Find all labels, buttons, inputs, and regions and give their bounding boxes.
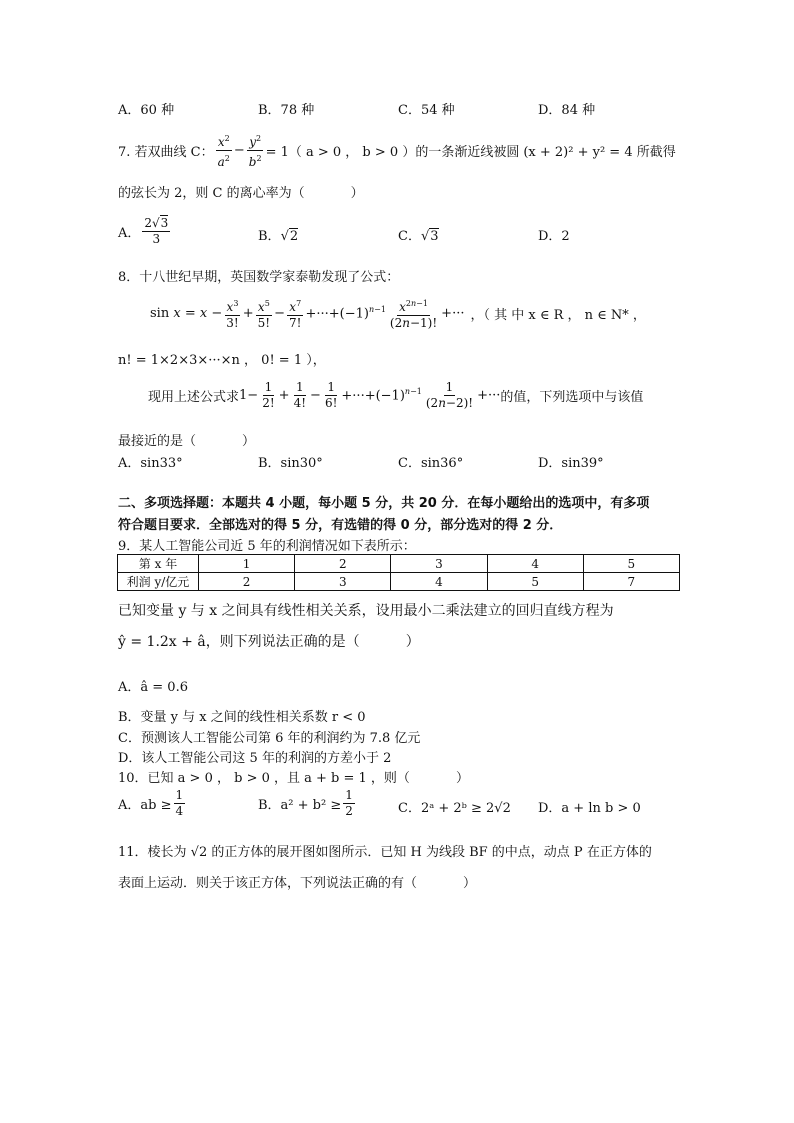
q7-prefix: 7. 若双曲线 C：: [118, 144, 214, 160]
q7-option-b: B．√2: [258, 229, 299, 244]
q9-intro: 9．某人工智能公司近 5 年的利润情况如下表所示：: [118, 539, 416, 554]
q7-line2: 的弦长为 2，则 C 的离心率为（ ）: [118, 186, 364, 201]
profit-table: [117, 554, 680, 591]
table-cell: 7: [583, 573, 679, 591]
q8-option-c: C．sin36°: [398, 456, 464, 471]
q9-line2: ŷ = 1.2x + â，则下列说法正确的是（ ）: [118, 634, 420, 650]
table-cell: 4: [391, 573, 487, 591]
section2-line2: 符合题目要求．全部选对的得 5 分，有选错的得 0 分，部分选对的得 2 分．: [118, 518, 563, 533]
q8-option-a: A．sin33°: [118, 456, 183, 471]
q8-intro: 8．十八世纪早期，英国数学家泰勒发现了公式：: [118, 270, 400, 285]
q7-stem: 7. 若双曲线 C： $\frac{x^2}{a^2}$ − $\frac{y^2}{b^2}$ = 1（ a > 0 ， b > 0 ）的一条渐近线被圆 (x + 2)² + y² = 4 所截得: [118, 130, 676, 170]
q7-option-d: D．2: [538, 229, 570, 244]
q6-option-c: C．54 种: [398, 103, 455, 118]
regression-equation: ŷ = 1.2x + â: [118, 634, 206, 650]
table-cell: 2: [295, 555, 391, 573]
table-cell: 利润 y/亿元: [118, 573, 199, 591]
q8-task: 现用上述公式求 1− $\frac{1}{2!}$ + $\frac{1}{4!}$ − $\frac{1}{6!}$ $+\cdot\cdot\cdot+(-1)^{n-1}$ $\frac{1}{(2n-2)!}$ +··· 的值，下列选项中与该值: [148, 379, 644, 410]
q9-option-b: B．变量 y 与 x 之间的线性相关系数 r < 0: [118, 710, 366, 725]
q7-option-c: C．√3: [398, 229, 439, 244]
q8-option-b: B．sin30°: [258, 456, 323, 471]
q7-circle: (x + 2)² + y² = 4 所截得: [523, 144, 676, 160]
q9-option-a: A．â = 0.6: [118, 680, 188, 695]
q11-line1: 11．棱长为 √2 的正方体的展开图如图所示．已知 H 为线段 BF 的中点，动点 P 在正方体的: [118, 845, 652, 860]
table-cell: 5: [487, 573, 583, 591]
q8-factorial: n! = 1×2×3×···×n ， 0! = 1 ），: [118, 353, 326, 368]
taylor-formula: sin x = x − $\frac{x^3}{3!}$ + $\frac{x^5}{5!}$ − $\frac{x^7}{7!}$ $+\cdot\cdot\cdot+(-1)^{n-1}$ $\frac{x^{2n-1}}{(2n-1)!}$ +··· ，（ 其 中 x ∈ R ， n ∈ N* ，: [150, 292, 646, 334]
table-cell: 第 x 年: [118, 555, 199, 573]
q6-option-d: D．84 种: [538, 103, 596, 118]
q10-option-c: C．2ᵃ + 2ᵇ ≥ 2√2: [398, 801, 511, 816]
q8-formula-note: ，（ 其 中 x ∈ R ， n ∈ N* ，: [470, 307, 646, 323]
q9-option-c: C．预测该人工智能公司第 6 年的利润约为 7.8 亿元: [118, 731, 421, 746]
q8-last-line: 最接近的是（ ）: [118, 434, 256, 449]
q11-line2: 表面上运动．则关于该正方体，下列说法正确的有（ ）: [118, 876, 477, 891]
hyperbola-term-x: $\frac{x^2}{a^2}$: [216, 131, 232, 170]
q7-option-a: A． $\frac{2√3}{3}$: [118, 216, 169, 246]
q8-option-d: D．sin39°: [538, 456, 604, 471]
q6-option-a: A．60 种: [118, 103, 175, 118]
q9-option-d: D．该人工智能公司这 5 年的利润的方差小于 2: [118, 751, 392, 766]
hyperbola-term-y: $\frac{y^2}{b^2}$: [247, 131, 264, 170]
q10-option-b: B．a² + b² ≥ $\frac{1}{2}$: [258, 788, 353, 818]
table-cell: 1: [199, 555, 295, 573]
table-cell: 3: [295, 573, 391, 591]
q7-condition: = 1（ a > 0 ， b > 0 ）的一条渐近线被圆: [265, 144, 520, 160]
table-row: [118, 555, 680, 573]
q6-option-b: B．78 种: [258, 103, 315, 118]
table-row: [118, 573, 680, 591]
q10-stem: 10．已知 a > 0 ， b > 0 ，且 a + b = 1 ，则（ ）: [118, 771, 469, 786]
q9-line1: 已知变量 y 与 x 之间具有线性相关关系，设用最小二乘法建立的回归直线方程为: [118, 603, 614, 619]
table-cell: 3: [391, 555, 487, 573]
table-cell: 5: [583, 555, 679, 573]
table-cell: 2: [199, 573, 295, 591]
q10-option-a: A．ab ≥ $\frac{1}{4}$: [118, 788, 184, 818]
q10-option-d: D．a + ln b > 0: [538, 801, 641, 816]
section2-line1: 二、多项选择题：本题共 4 小题，每小题 5 分，共 20 分．在每小题给出的选项中，有多项: [118, 496, 650, 511]
table-cell: 4: [487, 555, 583, 573]
